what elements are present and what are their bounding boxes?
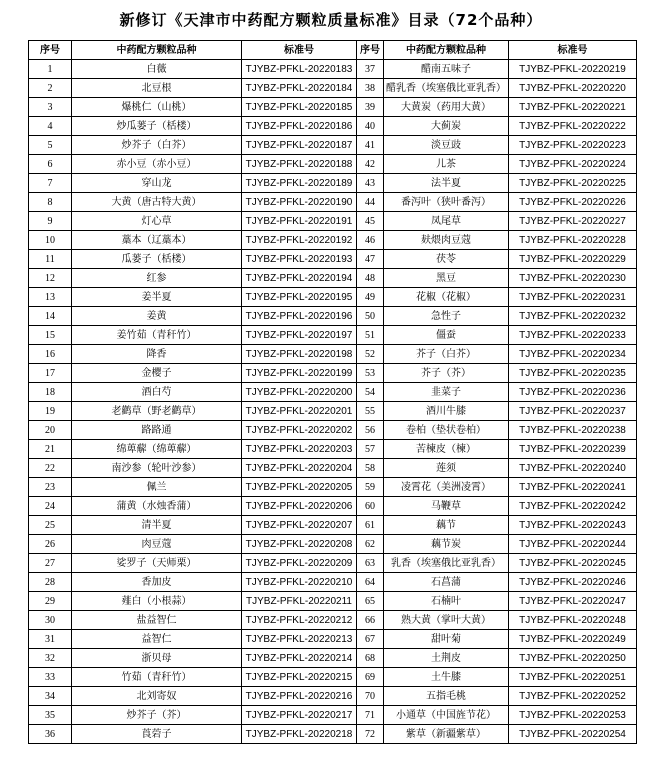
- row-index-left: 17: [29, 364, 72, 383]
- row-index-right: 52: [357, 345, 384, 364]
- standard-number-right: TJYBZ-PFKL-20220237: [509, 402, 637, 421]
- table-row: [29, 687, 637, 706]
- row-index-left: 22: [29, 459, 72, 478]
- variety-name-right: 凌霄花（美洲凌霄）: [384, 478, 509, 497]
- standard-number-left: TJYBZ-PFKL-20220191: [242, 212, 357, 231]
- variety-name-right: 甜叶菊: [384, 630, 509, 649]
- variety-name-right: 醋南五味子: [384, 60, 509, 79]
- header-index-left: 序号: [29, 41, 72, 60]
- standard-number-right: TJYBZ-PFKL-20220232: [509, 307, 637, 326]
- row-index-right: 64: [357, 573, 384, 592]
- variety-name-right: 乳香（埃塞俄比亚乳香）: [384, 554, 509, 573]
- table-row: [29, 60, 637, 79]
- header-index-right: 序号: [357, 41, 384, 60]
- standard-number-right: TJYBZ-PFKL-20220239: [509, 440, 637, 459]
- standard-number-left: TJYBZ-PFKL-20220183: [242, 60, 357, 79]
- variety-name-left: 佩兰: [72, 478, 242, 497]
- row-index-left: 28: [29, 573, 72, 592]
- row-index-left: 14: [29, 307, 72, 326]
- row-index-left: 23: [29, 478, 72, 497]
- variety-name-left: 老鹳草（野老鹳草）: [72, 402, 242, 421]
- variety-name-right: 熟大黄（掌叶大黄）: [384, 611, 509, 630]
- variety-name-right: 土荆皮: [384, 649, 509, 668]
- variety-name-right: 土牛膝: [384, 668, 509, 687]
- standard-number-left: TJYBZ-PFKL-20220216: [242, 687, 357, 706]
- standard-number-right: TJYBZ-PFKL-20220252: [509, 687, 637, 706]
- row-index-right: 54: [357, 383, 384, 402]
- standard-number-left: TJYBZ-PFKL-20220213: [242, 630, 357, 649]
- standard-number-left: TJYBZ-PFKL-20220188: [242, 155, 357, 174]
- header-variety-right: 中药配方颗粒品种: [384, 41, 509, 60]
- row-index-left: 6: [29, 155, 72, 174]
- variety-name-left: 盐益智仁: [72, 611, 242, 630]
- row-index-right: 65: [357, 592, 384, 611]
- standard-number-right: TJYBZ-PFKL-20220246: [509, 573, 637, 592]
- variety-name-left: 蒲黄（水烛香蒲）: [72, 497, 242, 516]
- variety-name-right: 芥子（芥）: [384, 364, 509, 383]
- row-index-right: 62: [357, 535, 384, 554]
- standard-number-right: TJYBZ-PFKL-20220229: [509, 250, 637, 269]
- variety-name-left: 南沙参（轮叶沙参）: [72, 459, 242, 478]
- row-index-right: 48: [357, 269, 384, 288]
- row-index-left: 19: [29, 402, 72, 421]
- table-row: [29, 212, 637, 231]
- row-index-right: 63: [357, 554, 384, 573]
- standard-number-left: TJYBZ-PFKL-20220192: [242, 231, 357, 250]
- row-index-right: 66: [357, 611, 384, 630]
- row-index-left: 8: [29, 193, 72, 212]
- variety-name-left: 姜半夏: [72, 288, 242, 307]
- table-row: [29, 117, 637, 136]
- row-index-right: 49: [357, 288, 384, 307]
- variety-name-left: 降香: [72, 345, 242, 364]
- row-index-left: 24: [29, 497, 72, 516]
- standard-number-left: TJYBZ-PFKL-20220202: [242, 421, 357, 440]
- standard-number-left: TJYBZ-PFKL-20220201: [242, 402, 357, 421]
- variety-name-right: 僵蚕: [384, 326, 509, 345]
- standard-number-left: TJYBZ-PFKL-20220184: [242, 79, 357, 98]
- standard-number-right: TJYBZ-PFKL-20220241: [509, 478, 637, 497]
- table-header-row: [29, 41, 637, 60]
- variety-name-right: 石菖蒲: [384, 573, 509, 592]
- variety-name-left: 绵萆薢（绵萆薢）: [72, 440, 242, 459]
- row-index-right: 72: [357, 725, 384, 744]
- row-index-left: 7: [29, 174, 72, 193]
- variety-name-left: 肉豆蔻: [72, 535, 242, 554]
- catalog-table: [28, 40, 637, 744]
- standard-number-right: TJYBZ-PFKL-20220225: [509, 174, 637, 193]
- standard-number-left: TJYBZ-PFKL-20220211: [242, 592, 357, 611]
- standard-number-right: TJYBZ-PFKL-20220230: [509, 269, 637, 288]
- standard-number-left: TJYBZ-PFKL-20220194: [242, 269, 357, 288]
- row-index-left: 18: [29, 383, 72, 402]
- variety-name-left: 娑罗子（天师栗）: [72, 554, 242, 573]
- table-row: [29, 554, 637, 573]
- standard-number-left: TJYBZ-PFKL-20220210: [242, 573, 357, 592]
- variety-name-right: 韭菜子: [384, 383, 509, 402]
- table-row: [29, 193, 637, 212]
- row-index-left: 11: [29, 250, 72, 269]
- row-index-left: 26: [29, 535, 72, 554]
- standard-number-right: TJYBZ-PFKL-20220224: [509, 155, 637, 174]
- table-row: [29, 706, 637, 725]
- variety-name-left: 藁本（辽藁本）: [72, 231, 242, 250]
- variety-name-left: 爆桃仁（山桃）: [72, 98, 242, 117]
- standard-number-right: TJYBZ-PFKL-20220235: [509, 364, 637, 383]
- standard-number-right: TJYBZ-PFKL-20220223: [509, 136, 637, 155]
- standard-number-right: TJYBZ-PFKL-20220242: [509, 497, 637, 516]
- standard-number-left: TJYBZ-PFKL-20220195: [242, 288, 357, 307]
- table-row: [29, 573, 637, 592]
- table-row: [29, 174, 637, 193]
- standard-number-left: TJYBZ-PFKL-20220204: [242, 459, 357, 478]
- table-row: [29, 79, 637, 98]
- variety-name-right: 醋乳香（埃塞俄比亚乳香）: [384, 79, 509, 98]
- variety-name-left: 清半夏: [72, 516, 242, 535]
- variety-name-left: 炒芥子（白芥）: [72, 136, 242, 155]
- standard-number-right: TJYBZ-PFKL-20220247: [509, 592, 637, 611]
- variety-name-left: 北豆根: [72, 79, 242, 98]
- table-row: [29, 421, 637, 440]
- standard-number-right: TJYBZ-PFKL-20220254: [509, 725, 637, 744]
- page-title: 新修订《天津市中药配方颗粒质量标准》目录（72个品种）: [119, 11, 543, 29]
- row-index-left: 21: [29, 440, 72, 459]
- row-index-right: 51: [357, 326, 384, 345]
- standard-number-left: TJYBZ-PFKL-20220214: [242, 649, 357, 668]
- variety-name-left: 酒白芍: [72, 383, 242, 402]
- variety-name-right: 苦楝皮（楝）: [384, 440, 509, 459]
- variety-name-left: 白薇: [72, 60, 242, 79]
- variety-name-right: 莲须: [384, 459, 509, 478]
- row-index-left: 34: [29, 687, 72, 706]
- row-index-left: 15: [29, 326, 72, 345]
- variety-name-right: 五指毛桃: [384, 687, 509, 706]
- variety-name-left: 穿山龙: [72, 174, 242, 193]
- row-index-right: 46: [357, 231, 384, 250]
- variety-name-right: 花椒（花椒）: [384, 288, 509, 307]
- row-index-left: 10: [29, 231, 72, 250]
- variety-name-right: 番泻叶（狭叶番泻）: [384, 193, 509, 212]
- table-row: [29, 307, 637, 326]
- row-index-right: 38: [357, 79, 384, 98]
- row-index-left: 5: [29, 136, 72, 155]
- row-index-left: 32: [29, 649, 72, 668]
- variety-name-left: 浙贝母: [72, 649, 242, 668]
- variety-name-right: 法半夏: [384, 174, 509, 193]
- variety-name-right: 小通草（中国旌节花）: [384, 706, 509, 725]
- standard-number-right: TJYBZ-PFKL-20220231: [509, 288, 637, 307]
- standard-number-left: TJYBZ-PFKL-20220198: [242, 345, 357, 364]
- variety-name-right: 淡豆豉: [384, 136, 509, 155]
- row-index-right: 69: [357, 668, 384, 687]
- standard-number-right: TJYBZ-PFKL-20220245: [509, 554, 637, 573]
- row-index-left: 1: [29, 60, 72, 79]
- variety-name-right: 大蓟炭: [384, 117, 509, 136]
- variety-name-right: 茯苓: [384, 250, 509, 269]
- row-index-right: 60: [357, 497, 384, 516]
- row-index-right: 42: [357, 155, 384, 174]
- row-index-right: 57: [357, 440, 384, 459]
- variety-name-right: 儿茶: [384, 155, 509, 174]
- row-index-left: 29: [29, 592, 72, 611]
- table-row: [29, 364, 637, 383]
- row-index-left: 9: [29, 212, 72, 231]
- standard-number-left: TJYBZ-PFKL-20220186: [242, 117, 357, 136]
- variety-name-left: 姜黄: [72, 307, 242, 326]
- standard-number-right: TJYBZ-PFKL-20220227: [509, 212, 637, 231]
- standard-number-right: TJYBZ-PFKL-20220249: [509, 630, 637, 649]
- row-index-left: 2: [29, 79, 72, 98]
- table-row: [29, 402, 637, 421]
- standard-number-right: TJYBZ-PFKL-20220234: [509, 345, 637, 364]
- variety-name-left: 炒瓜蒌子（栝楼）: [72, 117, 242, 136]
- table-row: [29, 250, 637, 269]
- variety-name-right: 马鞭草: [384, 497, 509, 516]
- row-index-left: 16: [29, 345, 72, 364]
- standard-number-left: TJYBZ-PFKL-20220190: [242, 193, 357, 212]
- table-row: [29, 668, 637, 687]
- table-row: [29, 440, 637, 459]
- variety-name-left: 竹茹（青秆竹）: [72, 668, 242, 687]
- standard-number-right: TJYBZ-PFKL-20220236: [509, 383, 637, 402]
- row-index-right: 37: [357, 60, 384, 79]
- standard-number-right: TJYBZ-PFKL-20220240: [509, 459, 637, 478]
- row-index-right: 50: [357, 307, 384, 326]
- standard-number-left: TJYBZ-PFKL-20220193: [242, 250, 357, 269]
- table-row: [29, 383, 637, 402]
- row-index-left: 36: [29, 725, 72, 744]
- table-row: [29, 611, 637, 630]
- table-row: [29, 497, 637, 516]
- table-row: [29, 326, 637, 345]
- standard-number-right: TJYBZ-PFKL-20220228: [509, 231, 637, 250]
- standard-number-left: TJYBZ-PFKL-20220199: [242, 364, 357, 383]
- variety-name-left: 香加皮: [72, 573, 242, 592]
- row-index-left: 35: [29, 706, 72, 725]
- standard-number-left: TJYBZ-PFKL-20220185: [242, 98, 357, 117]
- standard-number-right: TJYBZ-PFKL-20220221: [509, 98, 637, 117]
- row-index-right: 43: [357, 174, 384, 193]
- row-index-right: 41: [357, 136, 384, 155]
- variety-name-left: 金樱子: [72, 364, 242, 383]
- table-row: [29, 725, 637, 744]
- standard-number-left: TJYBZ-PFKL-20220207: [242, 516, 357, 535]
- row-index-right: 70: [357, 687, 384, 706]
- variety-name-right: 酒川牛膝: [384, 402, 509, 421]
- standard-number-right: TJYBZ-PFKL-20220243: [509, 516, 637, 535]
- variety-name-right: 石楠叶: [384, 592, 509, 611]
- standard-number-left: TJYBZ-PFKL-20220196: [242, 307, 357, 326]
- variety-name-right: 黑豆: [384, 269, 509, 288]
- variety-name-left: 北刘寄奴: [72, 687, 242, 706]
- variety-name-right: 卷柏（垫状卷柏）: [384, 421, 509, 440]
- row-index-left: 27: [29, 554, 72, 573]
- variety-name-right: 紫草（新疆紫草）: [384, 725, 509, 744]
- variety-name-left: 红参: [72, 269, 242, 288]
- standard-number-left: TJYBZ-PFKL-20220189: [242, 174, 357, 193]
- table-row: [29, 98, 637, 117]
- standard-number-right: TJYBZ-PFKL-20220222: [509, 117, 637, 136]
- row-index-left: 33: [29, 668, 72, 687]
- standard-number-left: TJYBZ-PFKL-20220187: [242, 136, 357, 155]
- header-standard-right: 标准号: [509, 41, 637, 60]
- standard-number-right: TJYBZ-PFKL-20220219: [509, 60, 637, 79]
- row-index-right: 59: [357, 478, 384, 497]
- standard-number-right: TJYBZ-PFKL-20220251: [509, 668, 637, 687]
- table-row: [29, 535, 637, 554]
- standard-number-right: TJYBZ-PFKL-20220233: [509, 326, 637, 345]
- row-index-right: 58: [357, 459, 384, 478]
- standard-number-left: TJYBZ-PFKL-20220218: [242, 725, 357, 744]
- row-index-right: 40: [357, 117, 384, 136]
- table-row: [29, 649, 637, 668]
- row-index-right: 68: [357, 649, 384, 668]
- standard-number-right: TJYBZ-PFKL-20220248: [509, 611, 637, 630]
- table-row: [29, 288, 637, 307]
- header-variety-left: 中药配方颗粒品种: [72, 41, 242, 60]
- row-index-left: 30: [29, 611, 72, 630]
- variety-name-left: 益智仁: [72, 630, 242, 649]
- standard-number-left: TJYBZ-PFKL-20220217: [242, 706, 357, 725]
- standard-number-left: TJYBZ-PFKL-20220209: [242, 554, 357, 573]
- row-index-left: 20: [29, 421, 72, 440]
- header-standard-left: 标准号: [242, 41, 357, 60]
- table-body: [29, 60, 637, 744]
- row-index-right: 39: [357, 98, 384, 117]
- table-row: [29, 630, 637, 649]
- table-row: [29, 269, 637, 288]
- standard-number-left: TJYBZ-PFKL-20220208: [242, 535, 357, 554]
- row-index-right: 71: [357, 706, 384, 725]
- table-row: [29, 516, 637, 535]
- row-index-left: 4: [29, 117, 72, 136]
- row-index-right: 53: [357, 364, 384, 383]
- row-index-left: 31: [29, 630, 72, 649]
- row-index-right: 55: [357, 402, 384, 421]
- standard-number-left: TJYBZ-PFKL-20220205: [242, 478, 357, 497]
- variety-name-left: 瓜蒌子（栝楼）: [72, 250, 242, 269]
- table-row: [29, 136, 637, 155]
- standard-number-right: TJYBZ-PFKL-20220220: [509, 79, 637, 98]
- variety-name-right: 麸煨肉豆蔻: [384, 231, 509, 250]
- variety-name-right: 芥子（白芥）: [384, 345, 509, 364]
- variety-name-right: 藕节: [384, 516, 509, 535]
- standard-number-right: TJYBZ-PFKL-20220244: [509, 535, 637, 554]
- variety-name-right: 凤尾草: [384, 212, 509, 231]
- table-row: [29, 345, 637, 364]
- row-index-left: 12: [29, 269, 72, 288]
- standard-number-right: TJYBZ-PFKL-20220253: [509, 706, 637, 725]
- row-index-right: 56: [357, 421, 384, 440]
- table-row: [29, 592, 637, 611]
- variety-name-left: 灯心草: [72, 212, 242, 231]
- standard-number-left: TJYBZ-PFKL-20220215: [242, 668, 357, 687]
- variety-name-left: 莨菪子: [72, 725, 242, 744]
- table-row: [29, 478, 637, 497]
- row-index-left: 25: [29, 516, 72, 535]
- standard-number-right: TJYBZ-PFKL-20220226: [509, 193, 637, 212]
- row-index-left: 13: [29, 288, 72, 307]
- table-row: [29, 231, 637, 250]
- row-index-right: 45: [357, 212, 384, 231]
- variety-name-right: 藕节炭: [384, 535, 509, 554]
- standard-number-left: TJYBZ-PFKL-20220206: [242, 497, 357, 516]
- standard-number-right: TJYBZ-PFKL-20220250: [509, 649, 637, 668]
- standard-number-left: TJYBZ-PFKL-20220212: [242, 611, 357, 630]
- row-index-right: 47: [357, 250, 384, 269]
- variety-name-left: 炒芥子（芥）: [72, 706, 242, 725]
- variety-name-left: 路路通: [72, 421, 242, 440]
- variety-name-left: 薤白（小根蒜）: [72, 592, 242, 611]
- standard-number-left: TJYBZ-PFKL-20220200: [242, 383, 357, 402]
- table-row: [29, 459, 637, 478]
- variety-name-right: 急性子: [384, 307, 509, 326]
- standard-number-left: TJYBZ-PFKL-20220203: [242, 440, 357, 459]
- row-index-left: 3: [29, 98, 72, 117]
- row-index-right: 67: [357, 630, 384, 649]
- variety-name-left: 姜竹茹（青秆竹）: [72, 326, 242, 345]
- variety-name-right: 大黄炭（药用大黄）: [384, 98, 509, 117]
- row-index-right: 44: [357, 193, 384, 212]
- standard-number-right: TJYBZ-PFKL-20220238: [509, 421, 637, 440]
- variety-name-left: 大黄（唐古特大黄）: [72, 193, 242, 212]
- row-index-right: 61: [357, 516, 384, 535]
- table-row: [29, 155, 637, 174]
- variety-name-left: 赤小豆（赤小豆）: [72, 155, 242, 174]
- standard-number-left: TJYBZ-PFKL-20220197: [242, 326, 357, 345]
